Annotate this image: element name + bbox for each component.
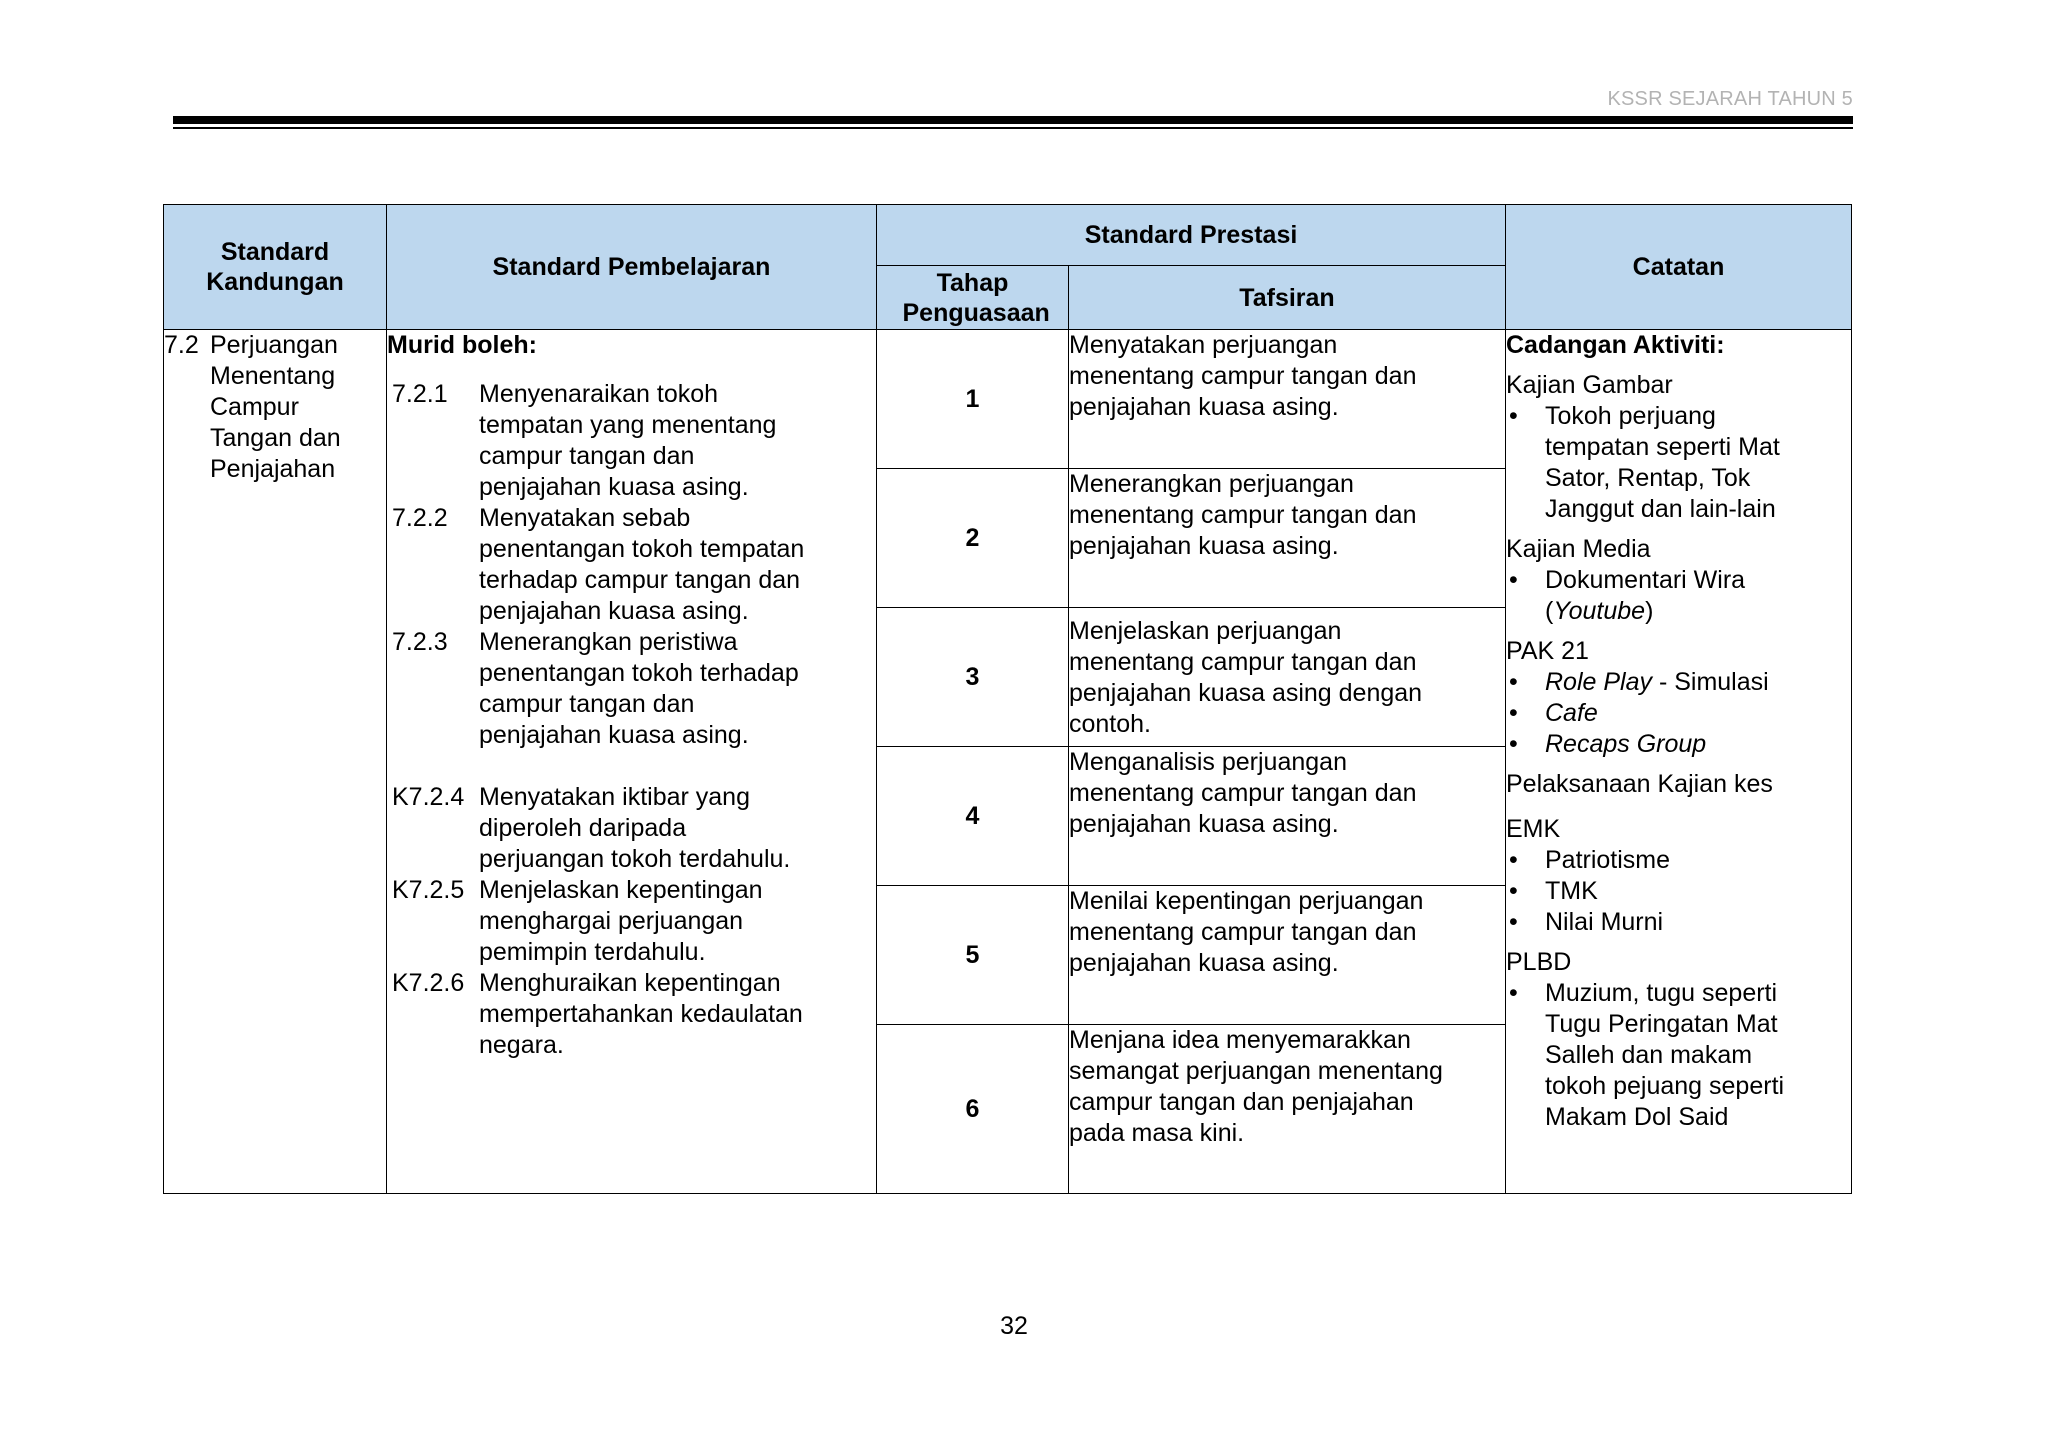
tahap-2: 2 <box>877 469 1069 608</box>
sk-title: Perjuangan Menentang Campur Tangan dan Penjajahan <box>210 331 341 483</box>
sp-code: K7.2.6 <box>392 969 465 997</box>
tahap-3: 3 <box>877 608 1069 747</box>
pelaksanaan-text: Pelaksanaan Kajian kes <box>1506 770 1773 798</box>
bullet-icon: • <box>1509 846 1518 874</box>
kajian-media-group: Kajian Media • Dokumentari Wira (Youtube) <box>1506 535 1746 625</box>
sp-code: 7.2.3 <box>392 628 448 656</box>
cadangan-aktiviti-title: Cadangan Aktiviti: <box>1506 331 1725 359</box>
sp-code: K7.2.5 <box>392 876 465 904</box>
tafsiran-4: Menganalisis perjuangan menentang campur tangan dan penjajahan kuasa asing. <box>1069 747 1506 886</box>
catatan-cell <box>1506 330 1852 1194</box>
tahap-6: 6 <box>877 1025 1069 1194</box>
sp-k-item: K7.2.6 Menghuraikan kepentingan mempertahankan kedaulatan negara. <box>392 969 803 1059</box>
sp-k-item: K7.2.4 Menyatakan iktibar yang diperoleh daripada perjuangan tokoh terdahulu. <box>392 783 791 873</box>
emk-group: EMK • Patriotisme • TMK • Nilai Murni <box>1506 815 1671 936</box>
bullet-icon: • <box>1509 402 1518 430</box>
tahap-4: 4 <box>877 747 1069 886</box>
sp-code: 7.2.2 <box>392 504 448 532</box>
tahap-1: 1 <box>877 330 1069 469</box>
pak21-group: PAK 21 • Role Play - Simulasi • Cafe • Recaps Group <box>1506 637 1769 758</box>
document-header-label: KSSR SEJARAH TAHUN 5 <box>1607 88 1853 110</box>
sp-code: K7.2.4 <box>392 783 465 811</box>
sp-item: 7.2.3 Menerangkan peristiwa penentangan tokoh terhadap campur tangan dan penjajahan kuasa asing. <box>392 628 799 749</box>
tafsiran-2: Menerangkan perjuangan menentang campur tangan dan penjajahan kuasa asing. <box>1069 469 1506 608</box>
sk-number: 7.2 <box>164 331 199 359</box>
header-rule-thin <box>173 127 1853 129</box>
tafsiran-5: Menilai kepentingan perjuangan menentang campur tangan dan penjajahan kuasa asing. <box>1069 886 1506 1025</box>
plbd-group: PLBD • Muzium, tugu seperti Tugu Peringatan Mat Salleh dan makam tokoh pejuang seperti Makam Dol Said <box>1506 948 1785 1131</box>
standard-pembelajaran-cell <box>387 330 877 1194</box>
header-standard-prestasi: Standard Prestasi <box>877 205 1506 266</box>
bullet-icon: • <box>1509 979 1518 1007</box>
tafsiran-3: Menjelaskan perjuangan menentang campur tangan dan penjajahan kuasa asing dengan contoh. <box>1069 608 1506 747</box>
kajian-gambar-group: Kajian Gambar • Tokoh perjuang tempatan seperti Mat Sator, Rentap, Tok Janggut dan lain-lain <box>1506 371 1780 523</box>
bullet-icon: • <box>1509 908 1518 936</box>
header-catatan: Catatan <box>1506 205 1852 330</box>
sp-item: 7.2.1 Menyenaraikan tokoh tempatan yang menentang campur tangan dan penjajahan kuasa asing. <box>392 380 777 501</box>
sp-code: 7.2.1 <box>392 380 448 408</box>
standard-kandungan-cell <box>164 330 387 1194</box>
header-rule-thick <box>173 116 1853 124</box>
tafsiran-1: Menyatakan perjuangan menentang campur tangan dan penjajahan kuasa asing. <box>1069 330 1506 469</box>
bullet-icon: • <box>1509 566 1518 594</box>
tahap-5: 5 <box>877 886 1069 1025</box>
bullet-icon: • <box>1509 730 1518 758</box>
sp-item: 7.2.2 Menyatakan sebab penentangan tokoh tempatan terhadap campur tangan dan penjajahan kuasa asing. <box>392 504 805 625</box>
header-tafsiran: Tafsiran <box>1069 266 1506 330</box>
bullet-icon: • <box>1509 699 1518 727</box>
header-standard-kandungan: Standard Kandungan <box>164 205 387 330</box>
bullet-icon: • <box>1509 877 1518 905</box>
tafsiran-6: Menjana idea menyemarakkan semangat perjuangan menentang campur tangan dan penjajahan pada masa kini. <box>1069 1025 1506 1194</box>
curriculum-table <box>163 204 1852 1194</box>
bullet-icon: • <box>1509 668 1518 696</box>
header-standard-pembelajaran: Standard Pembelajaran <box>387 205 877 330</box>
sp-intro: Murid boleh: <box>387 331 537 359</box>
page-number: 32 <box>1000 1312 1028 1340</box>
sp-k-item: K7.2.5 Menjelaskan kepentingan menghargai perjuangan pemimpin terdahulu. <box>392 876 763 966</box>
header-tahap-penguasaan: Tahap Penguasaan <box>877 266 1069 330</box>
